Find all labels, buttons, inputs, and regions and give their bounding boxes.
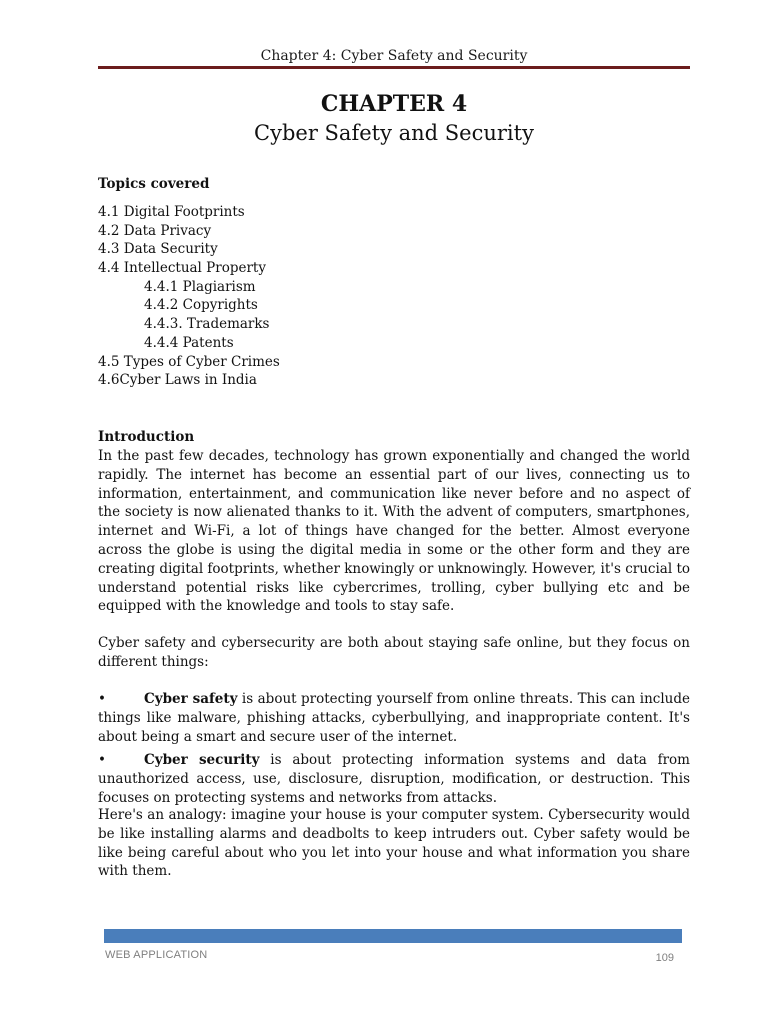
bullet-cyber-security [98, 751, 690, 807]
footer-bar [104, 929, 682, 943]
topic-item: 4.3 Data Security [98, 241, 218, 258]
bullet-text: is about protecting information systems and data from unauthorized access, use, disclosure, disruption, modification, or destruction. This focuses on protecting systems and networks from attacks. [98, 752, 690, 806]
chapter-number: CHAPTER 4 [320, 91, 468, 117]
bullet-term: Cyber safety [144, 691, 238, 707]
topic-item: 4.1 Digital Footprints [98, 204, 245, 220]
bullet-symbol: • [98, 752, 106, 768]
page-number: 109 [655, 952, 674, 964]
introduction-paragraph: In the past few decades, technology has grown exponentially and changed the world rapidly. The internet has become an essential part of our lives, connecting us to information, entertainment, and communication like never before and no aspect of the society is now alienated thanks to it. With the advent of computers, smartphones, internet and Wi-Fi, a lot of things have changed for the better. Almost everyone across the globe is using the digital media in some or the other form and they are creating digital footprints, whether knowingly or unknowingly. However, it's crucial to understand potential risks like cybercrimes, trolling, cyber bullying etc and be equipped with the knowledge and tools to stay safe. [98, 448, 690, 615]
analogy-paragraph: Here's an analogy: imagine your house is your computer system. Cybersecurity would be like installing alarms and deadbolts to keep intruders out. Cyber safety would be like being careful about who you let into your house and what information you share with them. [98, 807, 690, 880]
running-header-title: Chapter 4: Cyber Safety and Security [260, 48, 528, 64]
topic-item: 4.4 Intellectual Property [98, 260, 266, 277]
topics-heading: Topics covered [98, 176, 210, 192]
comparison-paragraph: Cyber safety and cybersecurity are both about staying safe online, but they focus on different things: [98, 635, 690, 670]
topic-item: 4.2 Data Privacy [98, 222, 212, 239]
footer-label: WEB APPLICATION [105, 949, 208, 961]
introduction-heading: Introduction [98, 429, 195, 445]
bullet-text: is about protecting yourself from online threats. This can include things like malware, phishing attacks, cyberbullying, and inappropriate content. It's about being a smart and secure user of the internet. [98, 691, 690, 745]
subtopic-item: 4.4.1 Plagiarism [144, 278, 256, 295]
chapter-title: Cyber Safety and Security [254, 121, 534, 145]
bullet-term: Cyber security [144, 752, 260, 768]
bullet-symbol: • [98, 691, 106, 707]
subtopic-item: 4.4.3. Trademarks [144, 316, 270, 333]
subtopic-item: 4.4.4 Patents [144, 334, 234, 351]
topic-item: 4.5 Types of Cyber Crimes [98, 353, 280, 370]
header-rule [98, 66, 690, 69]
topics-list [98, 203, 690, 390]
subtopic-item: 4.4.2 Copyrights [144, 297, 258, 314]
bullet-cyber-safety [98, 690, 690, 746]
topic-item: 4.6Cyber Laws in India [98, 372, 257, 389]
